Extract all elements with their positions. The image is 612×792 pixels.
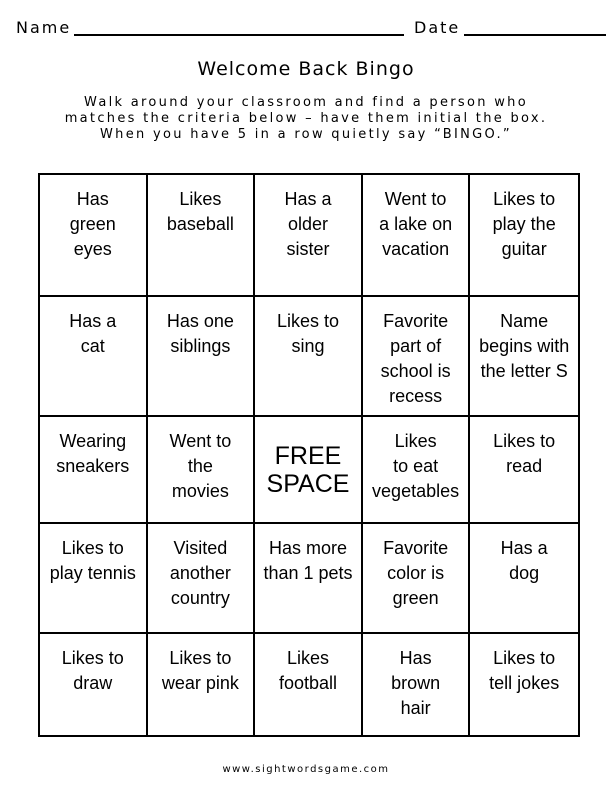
bingo-cell-text: Likes to eat vegetables [372,431,460,501]
date-line[interactable] [464,34,606,36]
bingo-cell[interactable] [255,175,363,297]
bingo-cell-text: Wearing sneakers [56,431,130,476]
bingo-cell[interactable] [148,634,256,735]
bingo-cell-text: Likes football [278,648,338,693]
date-label: Date [414,18,461,37]
bingo-cell-text: Likes to sing [276,311,340,356]
bingo-cell-text: Likes to play tennis [49,538,136,583]
bingo-cell-text: Has green eyes [69,189,116,259]
bingo-cell-text: Name begins with the letter S [479,311,570,381]
bingo-cell-text: Went to the movies [169,431,232,501]
bingo-cell-text: Likes baseball [166,189,234,234]
free-space-cell [255,417,363,524]
instructions-line-2: matches the criteria below – have them initial the box. [64,111,548,126]
bingo-cell[interactable] [363,524,471,634]
bingo-cell-text: Likes to draw [61,648,124,693]
bingo-cell[interactable] [363,634,471,735]
bingo-cell[interactable] [470,417,578,524]
bingo-cell-text: Has a older sister [284,189,332,259]
bingo-cell-text: Likes to tell jokes [489,648,560,693]
header-row [16,16,592,38]
bingo-cell[interactable] [40,417,148,524]
name-label: Name [16,18,72,37]
bingo-cell-text: Has more than 1 pets [263,538,353,583]
bingo-cell[interactable] [40,175,148,297]
bingo-cell[interactable] [470,524,578,634]
bingo-cell-text: Favorite color is green [383,538,449,608]
bingo-cell-text: Has one siblings [166,311,234,356]
bingo-cell[interactable] [470,175,578,297]
bingo-cell-text: Likes to read [493,431,556,476]
free-space-text: FREE SPACE [266,441,350,498]
bingo-cell[interactable] [470,297,578,417]
footer-website: www.sightwordsgame.com [222,764,390,775]
bingo-cell[interactable] [40,524,148,634]
bingo-cell[interactable] [40,297,148,417]
bingo-cell[interactable] [470,634,578,735]
bingo-cell-text: Favorite part of school is recess [380,311,451,406]
instructions [40,95,572,143]
bingo-cell[interactable] [148,175,256,297]
bingo-cell-text: Has a cat [69,311,117,356]
bingo-cell[interactable] [255,297,363,417]
bingo-cell[interactable] [40,634,148,735]
bingo-cell-text: Likes to play the guitar [492,189,556,259]
bingo-cell-text: Went to a lake on vacation [379,189,453,259]
name-line[interactable] [74,34,404,36]
bingo-board [38,173,580,737]
bingo-cell-text: Visited another country [169,538,231,608]
bingo-cell[interactable] [363,417,471,524]
bingo-cell[interactable] [148,417,256,524]
instructions-line-3: When you have 5 in a row quietly say “BINGO.” [100,127,512,142]
bingo-cell[interactable] [255,524,363,634]
page-title: Welcome Back Bingo [197,58,415,80]
bingo-cell[interactable] [363,175,471,297]
bingo-cell-text: Has brown hair [391,648,441,718]
bingo-cell[interactable] [363,297,471,417]
bingo-cell[interactable] [148,297,256,417]
bingo-cell[interactable] [148,524,256,634]
bingo-cell[interactable] [255,634,363,735]
bingo-cell-text: Likes to wear pink [161,648,239,693]
instructions-line-1: Walk around your classroom and find a person who [84,95,528,110]
bingo-cell-text: Has a dog [500,538,548,583]
